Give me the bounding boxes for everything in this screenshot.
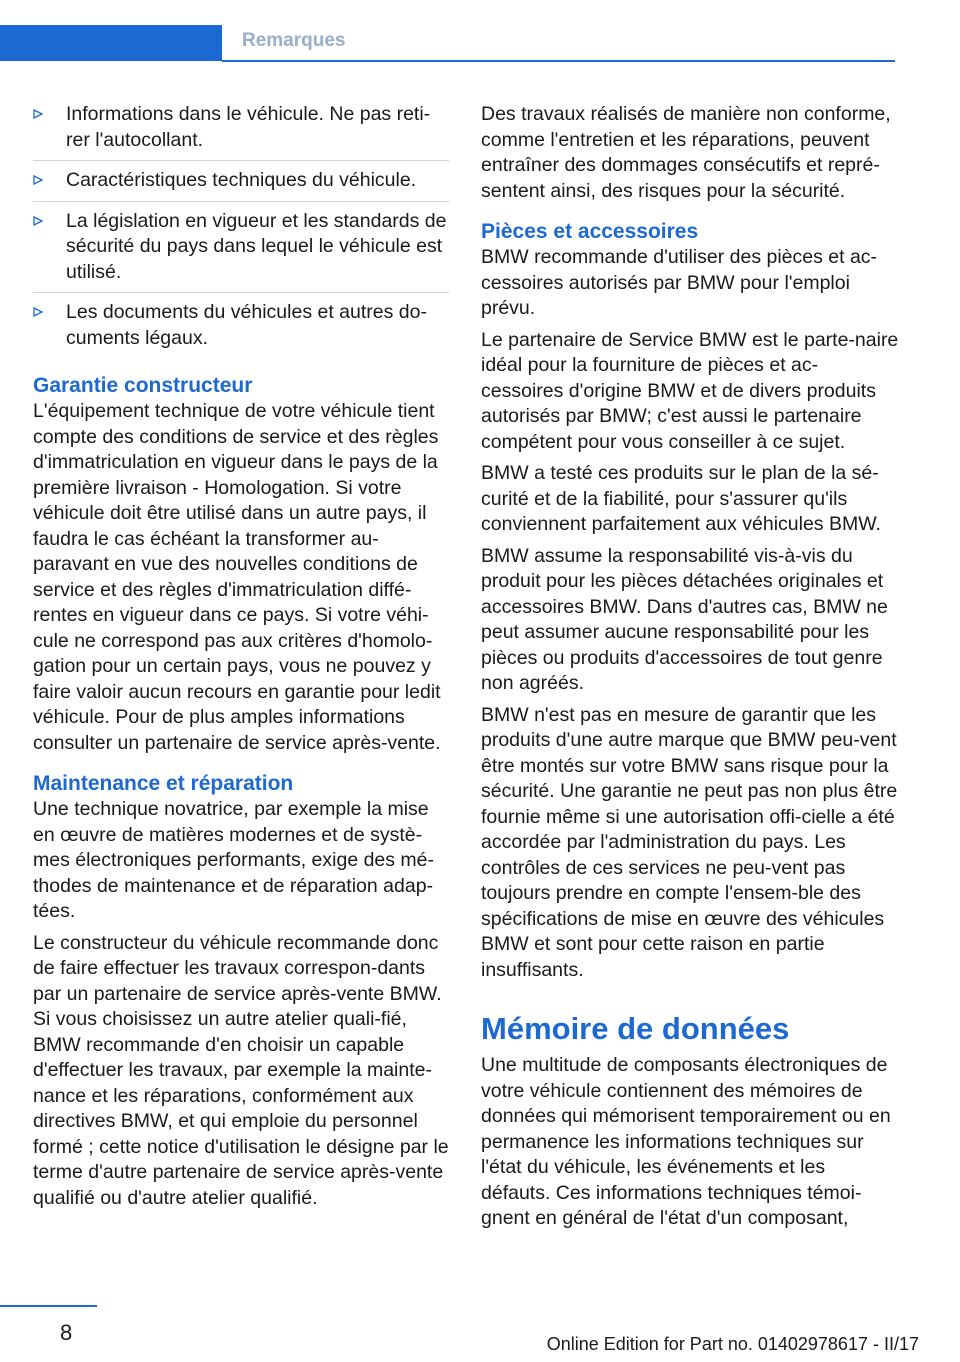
footer-rule (0, 1305, 97, 1307)
paragraph: BMW n'est pas en mesure de garantir que les produits d'une autre marque que BMW peu‐vent être montés sur votre BMW sans risque pour la sécurité. Une garantie ne peut pas non plus être fournie même si une autorisation offi‐cielle a été accordée par l'administration du pays. Les contrôles de ces services ne peu‐vent pas toujours prendre en compte l'ensem‐ble des spécifications de mise en œuvre des véhicules BMW et sont pour cette raison en partie insuffisants. (481, 703, 898, 981)
list-item: Les documents du véhicules et autres do‐cuments légaux. (33, 300, 449, 358)
paragraph: BMW a testé ces produits sur le plan de la sé‐curité et de la fiabilité, pour s'assurer qu'ils conviennent parfaitement aux véhicules BMW. (481, 462, 881, 535)
triangle-bullet-icon (33, 109, 43, 119)
paragraph: Des travaux réalisés de manière non conforme, comme l'entretien et les réparations, peuvent entraîner des dommages consécutifs et repré‐sentent ainsi, des risques pour la sécurité. (481, 103, 891, 202)
paragraph: Le partenaire de Service BMW est le parte‐naire idéal pour la fourniture de pièces et ac‐cessoires d'origine BMW et de divers produits autorisés par BMW; c'est aussi le partenaire compétent pour vous conseiller à ce sujet. (481, 328, 899, 453)
edition-note: Online Edition for Part no. 01402978617 - II/17 (546, 1334, 919, 1354)
chapter-heading-memoire: Mémoire de données (481, 1011, 790, 1046)
paragraph: BMW recommande d'utiliser des pièces et ac‐cessoires autorisés par BMW pour l'emploi prévu. (481, 246, 878, 319)
paragraph: Le constructeur du véhicule recommande donc de faire effectuer les travaux correspon‐dants par un partenaire de service après-vente BMW. Si vous choisissez un autre atelier quali‐fié, BMW recommande d'en choisir un capable d'effectuer les travaux, par exemple la mainte‐nance et les réparations, conformément aux directives BMW, et qui emploie du personnel formé ; cette notice d'utilisation le désigne par le terme d'autre partenaire de service après-vente qualifié ou d'autre atelier qualifié. (33, 931, 449, 1209)
paragraph: Une technique novatrice, par exemple la mise en œuvre de matières modernes et de systè‐mes électroniques performants, exige des mé‐thodes de maintenance et de réparation adap‐tées. (33, 798, 435, 922)
left-column (33, 102, 449, 1217)
triangle-bullet-icon (33, 175, 43, 185)
triangle-bullet-icon (33, 307, 43, 317)
right-column (481, 102, 899, 1238)
section-heading-pieces: Pièces et accessoires (481, 220, 699, 243)
list-item: Caractéristiques techniques du véhicule. (33, 168, 449, 202)
page-number: 8 (60, 1320, 73, 1345)
triangle-bullet-icon (33, 216, 43, 226)
header-accent-bar (0, 25, 222, 61)
section-heading-maintenance: Maintenance et réparation (33, 772, 294, 795)
list-item: La législation en vigueur et les standards de sécurité du pays dans lequel le véhicule est utilisé. (33, 209, 449, 294)
paragraph: L'équipement technique de votre véhicule tient compte des conditions de service et des règles d'immatriculation en vigueur dans le pays de la première livraison - Homologation. Si votre véhicule doit être utilisé dans un autre pays, il faudra le cas échéant la transformer au‐paravant en vue des nouvelles conditions de service et des règles d'immatriculation diffé‐rentes en vigueur dans ce pays. Si votre véhi‐cule ne correspond pas aux critères d'homolo‐gation pour un certain pays, vous ne pouvez y faire valoir aucun recours en garantie pour ledit véhicule. Pour de plus amples informations consulter un partenaire de service après-vente. (33, 400, 441, 754)
paragraph: BMW assume la responsabilité vis-à-vis du produit pour les pièces détachées originales et accessoires BMW. Dans d'autres cas, BMW ne peut assumer aucune responsabilité pour les pièces ou produits d'accessoires de tout genre non agréés. (481, 544, 888, 694)
header-rule (222, 60, 895, 62)
section-heading-garantie: Garantie constructeur (33, 374, 253, 397)
paragraph: Une multitude de composants électroniques de votre véhicule contiennent des mémoires de données qui mémorisent temporairement ou en permanence les informations techniques sur l'état du véhicule, les événements et les défauts. Ces informations techniques témoi‐gnent en général de l'état d'un composant, (481, 1054, 891, 1229)
running-header: Remarques (242, 30, 346, 51)
list-item: Informations dans le véhicule. Ne pas reti‐rer l'autocollant. (33, 102, 449, 161)
bullet-list (33, 102, 449, 358)
